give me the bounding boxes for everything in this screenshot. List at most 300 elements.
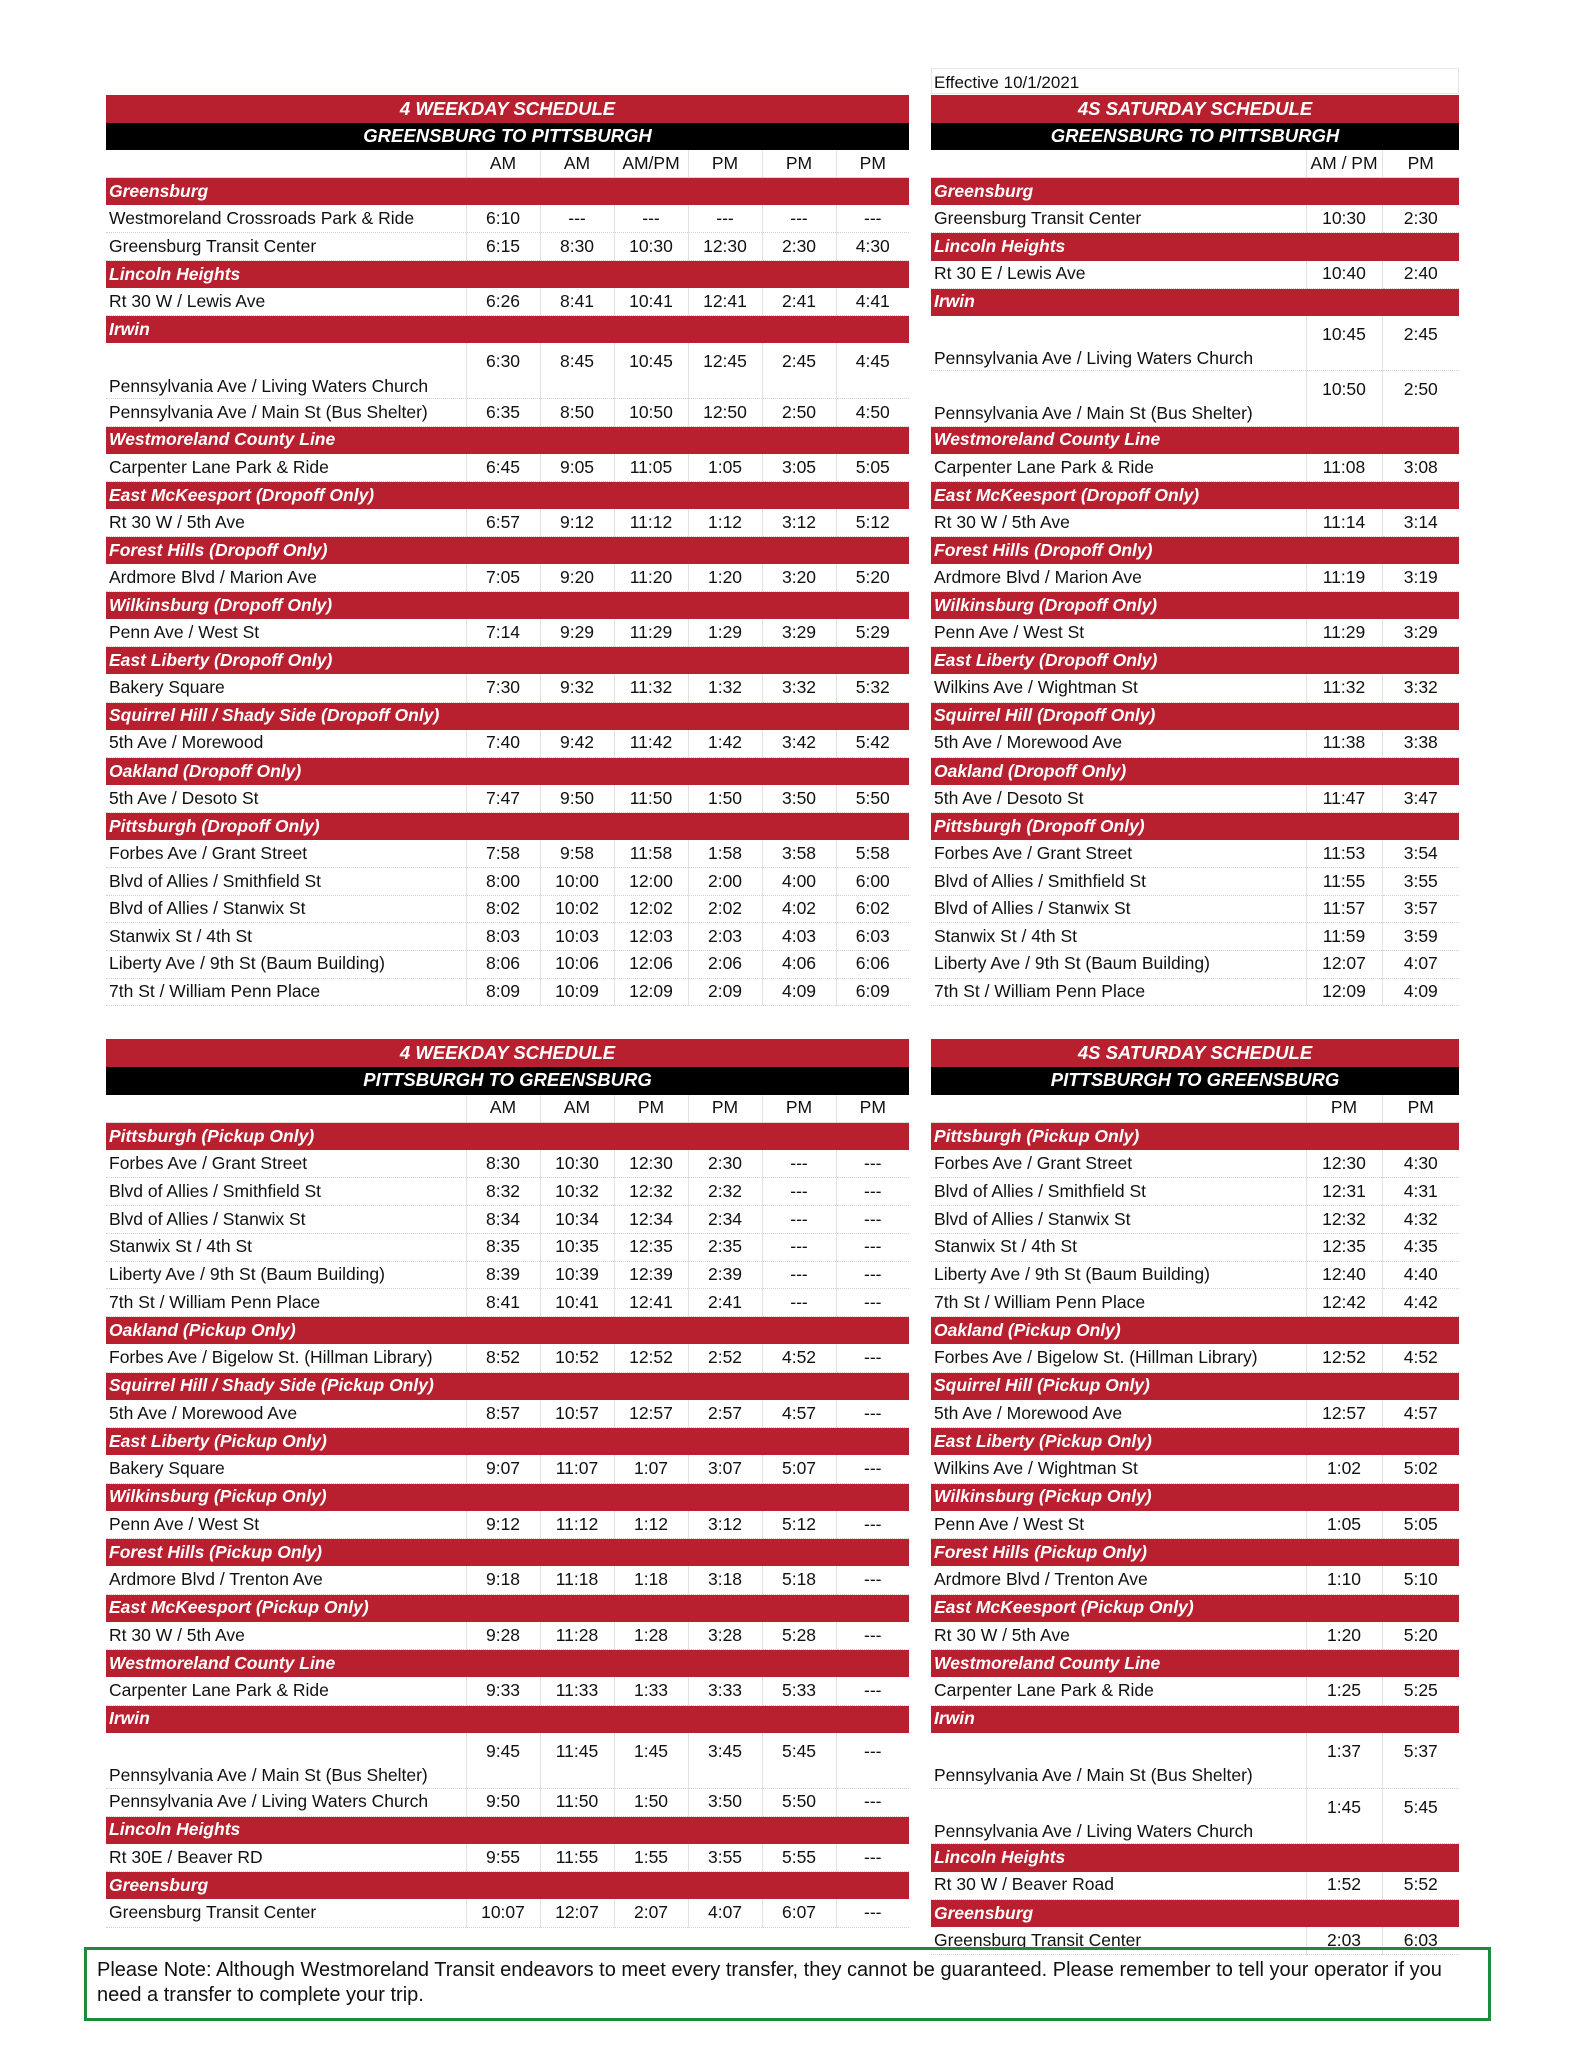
departure-time: 6:15 (466, 233, 540, 261)
stop-name: Penn Ave / West St (931, 619, 1306, 647)
departure-time: 8:34 (466, 1206, 540, 1234)
table-row (106, 399, 909, 427)
stop-name: Rt 30E / Beaver RD (106, 1844, 466, 1872)
stop-name: Pennsylvania Ave / Living Waters Church (931, 1788, 1306, 1844)
departure-time: 2:02 (688, 895, 762, 923)
table-row (931, 1178, 1459, 1206)
departure-time: 4:40 (1382, 1261, 1459, 1289)
section-header-forest-hills-pickup-only: Forest Hills (Pickup Only) (106, 1539, 909, 1567)
stop-name: Rt 30 W / Lewis Ave (106, 288, 466, 316)
departure-time: 3:42 (762, 730, 836, 758)
departure-time: 10:07 (466, 1899, 540, 1927)
departure-time: 6:09 (836, 978, 909, 1006)
schedule-title: 4 WEEKDAY SCHEDULE (106, 95, 909, 123)
departure-time: --- (688, 205, 762, 233)
departure-time: 10:39 (540, 1261, 614, 1289)
saturday-greensburg-to-pittsburgh-table (931, 95, 1459, 1006)
departure-time: 6:30 (466, 343, 540, 398)
section-header-east-mckeesport-dropoff-only: East McKeesport (Dropoff Only) (931, 481, 1459, 509)
departure-time: --- (762, 1261, 836, 1289)
stop-name: Greensburg Transit Center (106, 1899, 466, 1927)
departure-time: 2:09 (688, 978, 762, 1006)
stop-name: Wilkins Ave / Wightman St (931, 674, 1306, 702)
departure-time: 1:05 (688, 454, 762, 482)
departure-time: 11:14 (1306, 509, 1382, 537)
departure-time: 12:03 (614, 923, 688, 951)
departure-time: 6:02 (836, 895, 909, 923)
section-header-east-mckeesport-dropoff-only: East McKeesport (Dropoff Only) (106, 481, 909, 509)
departure-time: 11:32 (614, 674, 688, 702)
departure-time: 12:57 (614, 1400, 688, 1428)
departure-time: 12:32 (614, 1178, 688, 1206)
departure-time: 12:52 (1306, 1344, 1382, 1372)
departure-time: 12:41 (614, 1289, 688, 1317)
stop-name: Bakery Square (106, 674, 466, 702)
section-header-squirrel-hill-dropoff-only: Squirrel Hill (Dropoff Only) (931, 702, 1459, 730)
table-row (931, 1733, 1459, 1789)
departure-time: 10:45 (1306, 316, 1382, 371)
departure-time: --- (836, 1400, 909, 1428)
departure-time: 8:00 (466, 868, 540, 896)
stop-name: Blvd of Allies / Smithfield St (106, 1178, 466, 1206)
table-row (106, 840, 909, 868)
departure-time: 2:35 (688, 1233, 762, 1261)
weekday-pittsburgh-to-greensburg-table (106, 1039, 909, 1928)
departure-time: 7:40 (466, 730, 540, 758)
departure-time: 11:50 (540, 1788, 614, 1816)
stop-name: Bakery Square (106, 1455, 466, 1483)
table-row (931, 205, 1459, 233)
table-row (931, 1344, 1459, 1372)
schedule-title: 4 WEEKDAY SCHEDULE (106, 1039, 909, 1067)
saturday-pittsburgh-to-greensburg-table (931, 1039, 1459, 1955)
departure-time: 3:29 (1382, 619, 1459, 647)
departure-time: 4:31 (1382, 1178, 1459, 1206)
table-row (106, 343, 909, 398)
stop-name: Pennsylvania Ave / Main St (Bus Shelter) (931, 371, 1306, 426)
table-row (931, 1788, 1459, 1844)
stop-name: Rt 30 W / 5th Ave (931, 509, 1306, 537)
departure-time: 6:26 (466, 288, 540, 316)
header-spacer (931, 1095, 1306, 1123)
stop-name: Rt 30 W / 5th Ave (106, 509, 466, 537)
stop-name: Blvd of Allies / Smithfield St (106, 868, 466, 896)
departure-time: 9:20 (540, 564, 614, 592)
table-row (931, 923, 1459, 951)
stop-name: Greensburg Transit Center (106, 233, 466, 261)
departure-time: 6:06 (836, 950, 909, 978)
stop-name: Penn Ave / West St (106, 1511, 466, 1539)
stop-name: 5th Ave / Desoto St (106, 785, 466, 813)
section-header-irwin: Irwin (106, 316, 909, 344)
section-header-westmoreland-county-line: Westmoreland County Line (106, 426, 909, 454)
stop-name: 5th Ave / Morewood Ave (931, 1400, 1306, 1428)
departure-time: 10:40 (1306, 261, 1382, 289)
departure-time: 6:45 (466, 454, 540, 482)
table-row (931, 785, 1459, 813)
departure-time: 4:09 (762, 978, 836, 1006)
departure-time: 10:35 (540, 1233, 614, 1261)
departure-time: 4:57 (1382, 1400, 1459, 1428)
section-header-greensburg: Greensburg (931, 178, 1459, 206)
table-row (931, 674, 1459, 702)
schedule-title: 4S SATURDAY SCHEDULE (931, 95, 1459, 123)
departure-time: 5:18 (762, 1566, 836, 1594)
table-row (931, 1622, 1459, 1650)
header-spacer (931, 150, 1306, 178)
column-header: AM/PM (614, 150, 688, 178)
departure-time: 2:45 (1382, 316, 1459, 371)
table-row (106, 1511, 909, 1539)
departure-time: 11:38 (1306, 730, 1382, 758)
table-row (931, 316, 1459, 371)
departure-time: 11:12 (614, 509, 688, 537)
departure-time: 4:30 (836, 233, 909, 261)
departure-time: 11:45 (540, 1733, 614, 1789)
table-row (931, 509, 1459, 537)
departure-time: 10:57 (540, 1400, 614, 1428)
table-row (106, 950, 909, 978)
table-row (106, 1344, 909, 1372)
departure-time: --- (836, 1622, 909, 1650)
departure-time: --- (762, 1233, 836, 1261)
departure-time: --- (836, 1206, 909, 1234)
column-header: AM (540, 1095, 614, 1123)
departure-time: 1:32 (688, 674, 762, 702)
departure-time: 12:35 (614, 1233, 688, 1261)
departure-time: 8:30 (466, 1150, 540, 1178)
departure-time: --- (836, 205, 909, 233)
table-row (106, 1899, 909, 1927)
departure-time: 11:19 (1306, 564, 1382, 592)
departure-time: 11:08 (1306, 454, 1382, 482)
departure-time: 8:35 (466, 1233, 540, 1261)
section-header-east-liberty-dropoff-only: East Liberty (Dropoff Only) (931, 647, 1459, 675)
departure-time: 11:28 (540, 1622, 614, 1650)
departure-time: 7:14 (466, 619, 540, 647)
departure-time: 5:20 (836, 564, 909, 592)
departure-time: 9:33 (466, 1677, 540, 1705)
departure-time: 4:09 (1382, 978, 1459, 1006)
stop-name: Ardmore Blvd / Marion Ave (931, 564, 1306, 592)
column-header: PM (836, 1095, 909, 1123)
departure-time: 12:07 (540, 1899, 614, 1927)
departure-time: 3:33 (688, 1677, 762, 1705)
departure-time: 11:33 (540, 1677, 614, 1705)
section-header-east-mckeesport-pickup-only: East McKeesport (Pickup Only) (931, 1594, 1459, 1622)
departure-time: 9:42 (540, 730, 614, 758)
section-header-irwin: Irwin (931, 288, 1459, 316)
departure-time: 8:02 (466, 895, 540, 923)
departure-time: 12:32 (1306, 1206, 1382, 1234)
section-header-westmoreland-county-line: Westmoreland County Line (931, 1650, 1459, 1678)
section-header-pittsburgh-pickup-only: Pittsburgh (Pickup Only) (106, 1122, 909, 1150)
schedule-direction: PITTSBURGH TO GREENSBURG (931, 1067, 1459, 1095)
departure-time: --- (762, 1178, 836, 1206)
departure-time: 2:34 (688, 1206, 762, 1234)
section-header-east-liberty-dropoff-only: East Liberty (Dropoff Only) (106, 647, 909, 675)
departure-time: 1:50 (614, 1788, 688, 1816)
departure-time: 11:29 (1306, 619, 1382, 647)
departure-time: 2:07 (614, 1899, 688, 1927)
departure-time: 12:42 (1306, 1289, 1382, 1317)
departure-time: --- (836, 1261, 909, 1289)
departure-time: --- (836, 1511, 909, 1539)
departure-time: 4:06 (762, 950, 836, 978)
weekday-greensburg-to-pittsburgh-table (106, 95, 909, 1006)
departure-time: 8:30 (540, 233, 614, 261)
departure-time: 3:14 (1382, 509, 1459, 537)
departure-time: 4:35 (1382, 1233, 1459, 1261)
table-row (931, 1233, 1459, 1261)
section-header-squirrel-hill-shady-side-pickup-only: Squirrel Hill / Shady Side (Pickup Only) (106, 1372, 909, 1400)
table-row (106, 868, 909, 896)
departure-time: 8:09 (466, 978, 540, 1006)
stop-name: Forbes Ave / Grant Street (106, 840, 466, 868)
departure-time: 9:12 (540, 509, 614, 537)
departure-time: --- (836, 1899, 909, 1927)
departure-time: --- (836, 1733, 909, 1789)
stop-name: Blvd of Allies / Stanwix St (106, 1206, 466, 1234)
section-header-wilkinsburg-pickup-only: Wilkinsburg (Pickup Only) (106, 1483, 909, 1511)
stop-name: Stanwix St / 4th St (106, 923, 466, 951)
departure-time: 1:42 (688, 730, 762, 758)
departure-time: 10:32 (540, 1178, 614, 1206)
table-row (931, 1206, 1459, 1234)
departure-time: 1:12 (688, 509, 762, 537)
section-header-wilkinsburg-dropoff-only: Wilkinsburg (Dropoff Only) (931, 592, 1459, 620)
departure-time: 9:45 (466, 1733, 540, 1789)
departure-time: 2:30 (762, 233, 836, 261)
departure-time: 1:05 (1306, 1511, 1382, 1539)
table-row (931, 1455, 1459, 1483)
departure-time: 3:50 (762, 785, 836, 813)
departure-time: 11:57 (1306, 895, 1382, 923)
departure-time: 5:45 (1382, 1788, 1459, 1844)
stop-name: Carpenter Lane Park & Ride (931, 454, 1306, 482)
departure-time: 1:12 (614, 1511, 688, 1539)
departure-time: 5:52 (1382, 1872, 1459, 1900)
departure-time: --- (836, 1150, 909, 1178)
departure-time: 3:05 (762, 454, 836, 482)
stop-name: Blvd of Allies / Smithfield St (931, 868, 1306, 896)
table-row (106, 619, 909, 647)
departure-time: 4:07 (1382, 950, 1459, 978)
table-row (106, 1206, 909, 1234)
departure-time: 3:57 (1382, 895, 1459, 923)
table-row (931, 261, 1459, 289)
stop-name: 5th Ave / Desoto St (931, 785, 1306, 813)
section-header-pittsburgh-pickup-only: Pittsburgh (Pickup Only) (931, 1122, 1459, 1150)
stop-name: Penn Ave / West St (931, 1511, 1306, 1539)
column-header: AM (540, 150, 614, 178)
table-row (931, 454, 1459, 482)
departure-time: 3:28 (688, 1622, 762, 1650)
departure-time: 11:58 (614, 840, 688, 868)
departure-time: 3:55 (1382, 868, 1459, 896)
section-header-greensburg: Greensburg (106, 178, 909, 206)
departure-time: 5:50 (762, 1788, 836, 1816)
departure-time: 12:09 (1306, 978, 1382, 1006)
stop-name: Liberty Ave / 9th St (Baum Building) (106, 950, 466, 978)
departure-time: --- (762, 1150, 836, 1178)
section-header-oakland-dropoff-only: Oakland (Dropoff Only) (931, 757, 1459, 785)
departure-time: --- (836, 1788, 909, 1816)
departure-time: 7:47 (466, 785, 540, 813)
departure-time: 11:42 (614, 730, 688, 758)
table-row (931, 1400, 1459, 1428)
departure-time: 11:18 (540, 1566, 614, 1594)
departure-time: --- (836, 1677, 909, 1705)
departure-time: 10:41 (540, 1289, 614, 1317)
departure-time: 6:03 (836, 923, 909, 951)
departure-time: 8:06 (466, 950, 540, 978)
departure-time: 12:00 (614, 868, 688, 896)
departure-time: 11:12 (540, 1511, 614, 1539)
column-header: PM (688, 1095, 762, 1123)
departure-time: 12:30 (614, 1150, 688, 1178)
departure-time: 3:32 (762, 674, 836, 702)
departure-time: 2:39 (688, 1261, 762, 1289)
column-header: PM (614, 1095, 688, 1123)
table-row (106, 1788, 909, 1816)
departure-time: 11:59 (1306, 923, 1382, 951)
departure-time: 5:45 (762, 1733, 836, 1789)
departure-time: 5:05 (1382, 1511, 1459, 1539)
departure-time: 3:38 (1382, 730, 1459, 758)
departure-time: --- (836, 1566, 909, 1594)
table-row (931, 1261, 1459, 1289)
departure-time: 8:57 (466, 1400, 540, 1428)
table-row (106, 1677, 909, 1705)
departure-time: 12:06 (614, 950, 688, 978)
section-header-lincoln-heights: Lincoln Heights (106, 1816, 909, 1844)
departure-time: 5:37 (1382, 1733, 1459, 1789)
column-header: PM (836, 150, 909, 178)
departure-time: 6:00 (836, 868, 909, 896)
departure-time: 10:03 (540, 923, 614, 951)
departure-time: --- (762, 205, 836, 233)
table-row (106, 233, 909, 261)
departure-time: 3:20 (762, 564, 836, 592)
departure-time: 8:32 (466, 1178, 540, 1206)
transfer-note: Please Note: Although Westmoreland Transit endeavors to meet every transfer, they cannot be guaranteed. Please remember to tell your operator if you need a transfer to complete your trip. (84, 1947, 1491, 2021)
departure-time: 5:12 (836, 509, 909, 537)
departure-time: 11:20 (614, 564, 688, 592)
departure-time: 12:34 (614, 1206, 688, 1234)
section-header-forest-hills-dropoff-only: Forest Hills (Dropoff Only) (106, 537, 909, 565)
departure-time: 6:10 (466, 205, 540, 233)
stop-name: Blvd of Allies / Stanwix St (931, 1206, 1306, 1234)
departure-time: 3:07 (688, 1455, 762, 1483)
table-row (106, 1289, 909, 1317)
table-row (106, 1261, 909, 1289)
departure-time: 1:10 (1306, 1566, 1382, 1594)
stop-name: Stanwix St / 4th St (931, 923, 1306, 951)
departure-time: 9:05 (540, 454, 614, 482)
stop-name: 7th St / William Penn Place (106, 978, 466, 1006)
section-header-greensburg: Greensburg (106, 1872, 909, 1900)
departure-time: 12:30 (688, 233, 762, 261)
stop-name: Pennsylvania Ave / Living Waters Church (106, 343, 466, 398)
table-row (106, 564, 909, 592)
departure-time: 10:34 (540, 1206, 614, 1234)
table-row (106, 923, 909, 951)
departure-time: 10:41 (614, 288, 688, 316)
departure-time: 4:02 (762, 895, 836, 923)
departure-time: 12:52 (614, 1344, 688, 1372)
departure-time: 3:08 (1382, 454, 1459, 482)
departure-time: 10:52 (540, 1344, 614, 1372)
stop-name: Blvd of Allies / Smithfield St (931, 1178, 1306, 1206)
section-header-lincoln-heights: Lincoln Heights (106, 261, 909, 289)
departure-time: 10:06 (540, 950, 614, 978)
departure-time: 2:40 (1382, 261, 1459, 289)
table-row (106, 895, 909, 923)
departure-time: 10:30 (540, 1150, 614, 1178)
departure-time: 12:39 (614, 1261, 688, 1289)
table-row (931, 619, 1459, 647)
section-header-greensburg: Greensburg (931, 1899, 1459, 1927)
departure-time: 4:52 (1382, 1344, 1459, 1372)
departure-time: 1:25 (1306, 1677, 1382, 1705)
departure-time: 12:40 (1306, 1261, 1382, 1289)
column-header: PM (762, 150, 836, 178)
departure-time: 2:03 (688, 923, 762, 951)
section-header-irwin: Irwin (106, 1705, 909, 1733)
stop-name: Westmoreland Crossroads Park & Ride (106, 205, 466, 233)
departure-time: --- (836, 1455, 909, 1483)
departure-time: 5:33 (762, 1677, 836, 1705)
stop-name: 5th Ave / Morewood Ave (106, 1400, 466, 1428)
departure-time: 7:30 (466, 674, 540, 702)
departure-time: --- (614, 205, 688, 233)
departure-time: 2:00 (688, 868, 762, 896)
departure-time: --- (762, 1206, 836, 1234)
departure-time: 1:55 (614, 1844, 688, 1872)
section-header-pittsburgh-dropoff-only: Pittsburgh (Dropoff Only) (931, 812, 1459, 840)
departure-time: 8:39 (466, 1261, 540, 1289)
departure-time: 8:41 (540, 288, 614, 316)
table-row (931, 1566, 1459, 1594)
header-spacer (106, 1095, 466, 1123)
stop-name: 7th St / William Penn Place (106, 1289, 466, 1317)
departure-time: 11:07 (540, 1455, 614, 1483)
table-row (106, 205, 909, 233)
stop-name: Greensburg Transit Center (931, 1927, 1306, 1955)
departure-time: 3:29 (762, 619, 836, 647)
stop-name: 5th Ave / Morewood Ave (931, 730, 1306, 758)
table-row (931, 1511, 1459, 1539)
stop-name: Pennsylvania Ave / Main St (Bus Shelter) (931, 1733, 1306, 1789)
stop-name: Blvd of Allies / Stanwix St (931, 895, 1306, 923)
table-row (931, 564, 1459, 592)
departure-time: 4:41 (836, 288, 909, 316)
departure-time: 2:45 (762, 343, 836, 398)
departure-time: 5:29 (836, 619, 909, 647)
departure-time: 11:05 (614, 454, 688, 482)
table-row (106, 1400, 909, 1428)
stop-name: Pennsylvania Ave / Main St (Bus Shelter) (106, 1733, 466, 1789)
stop-name: Stanwix St / 4th St (931, 1233, 1306, 1261)
departure-time: 2:50 (1382, 371, 1459, 426)
stop-name: Carpenter Lane Park & Ride (106, 1677, 466, 1705)
departure-time: 4:50 (836, 399, 909, 427)
departure-time: 8:03 (466, 923, 540, 951)
departure-time: 1:29 (688, 619, 762, 647)
departure-time: 11:47 (1306, 785, 1382, 813)
stop-name: 7th St / William Penn Place (931, 1289, 1306, 1317)
